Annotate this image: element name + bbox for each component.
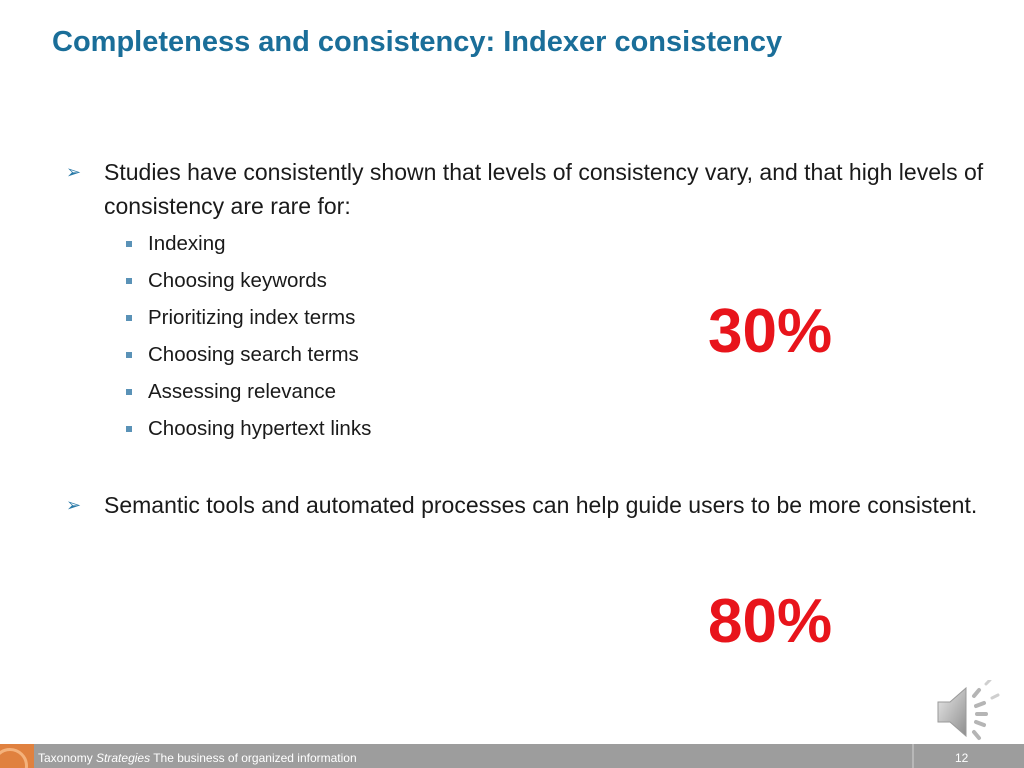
arrow-bullet-icon: ➢ xyxy=(66,495,82,515)
footer-bar xyxy=(0,744,1024,768)
sub-bullet-text: Choosing hypertext links xyxy=(148,417,372,440)
square-bullet-icon xyxy=(126,278,132,284)
taxonomy-strategies-logo xyxy=(0,744,34,768)
list-item xyxy=(126,376,371,413)
sub-bullet-text: Choosing search terms xyxy=(148,343,359,366)
bullet-semantic-tools xyxy=(66,488,986,522)
sub-bullet-text: Prioritizing index terms xyxy=(148,306,356,329)
brand-name-strategies: Strategies xyxy=(96,751,151,765)
sub-bullet-text: Indexing xyxy=(148,232,226,255)
footer-divider xyxy=(912,744,914,768)
sub-bullet-text: Assessing relevance xyxy=(148,380,337,403)
slide-title: Completeness and consistency: Indexer consistency xyxy=(52,26,783,58)
square-bullet-icon xyxy=(126,352,132,358)
bullet-consistency-studies xyxy=(66,155,986,223)
footer-branding xyxy=(38,751,357,765)
bullet-text: Semantic tools and automated processes can help guide users to be more consistent. xyxy=(104,492,978,518)
square-bullet-icon xyxy=(126,241,132,247)
arrow-bullet-icon: ➢ xyxy=(66,162,82,182)
square-bullet-icon xyxy=(126,426,132,432)
sub-bullet-text: Choosing keywords xyxy=(148,269,327,292)
stat-30-percent: 30% xyxy=(708,297,833,366)
sub-bullet-list xyxy=(126,228,371,450)
brand-name-taxonomy: Taxonomy xyxy=(38,751,93,765)
square-bullet-icon xyxy=(126,389,132,395)
list-item xyxy=(126,228,371,265)
speaker-icon[interactable] xyxy=(932,680,1004,744)
page-number: 12 xyxy=(955,751,969,765)
list-item xyxy=(126,339,371,376)
list-item xyxy=(126,302,371,339)
list-item xyxy=(126,413,371,450)
square-bullet-icon xyxy=(126,315,132,321)
brand-tagline: The business of organized information xyxy=(153,751,357,765)
list-item xyxy=(126,265,371,302)
stat-80-percent: 80% xyxy=(708,587,833,656)
bullet-text: Studies have consistently shown that levels of consistency vary, and that high levels of consistency are rare for: xyxy=(104,159,984,219)
